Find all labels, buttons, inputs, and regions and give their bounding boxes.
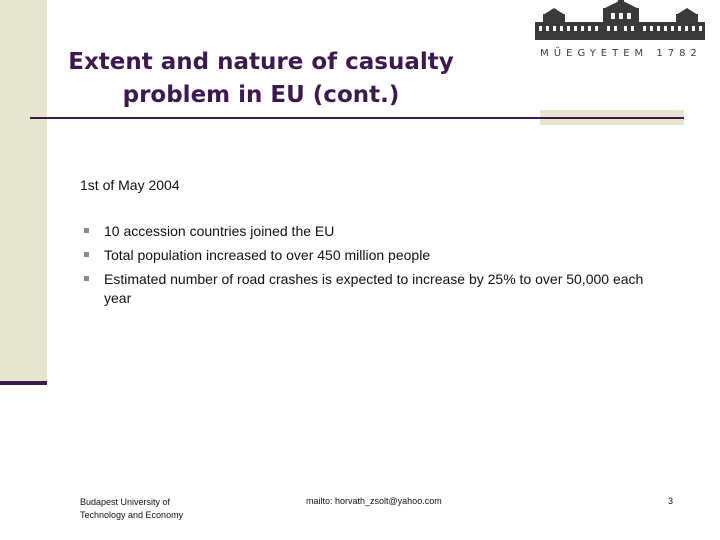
left-bar-accent-line: [0, 381, 47, 385]
bullet-text: 10 accession countries joined the EU: [104, 223, 335, 239]
slide-subtitle: 1st of May 2004: [80, 177, 180, 193]
title-underline-rule: [30, 117, 684, 119]
bullet-list: [84, 222, 644, 313]
slide-title-line-1: Extent and nature of casualty: [68, 49, 454, 75]
bullet-text: Total population increased to over 450 million people: [104, 247, 431, 263]
slide-title: [36, 46, 486, 112]
university-building-icon: [521, 0, 720, 64]
bullet-text: Estimated number of road crashes is expected to increase by 25% to over 50,000 each year: [104, 271, 644, 306]
bullet-square-icon: [84, 228, 89, 233]
page-number: 3: [668, 496, 674, 506]
slide-title-line-2: problem in EU (cont.): [122, 82, 400, 108]
footer-institution-line-1: Budapest University of: [80, 497, 171, 507]
list-item: [84, 222, 644, 241]
list-item: [84, 270, 644, 308]
footer-institution: [80, 496, 240, 522]
footer-email-link[interactable]: mailto: horvath_zsolt@yahoo.com: [306, 496, 442, 506]
bullet-square-icon: [84, 252, 89, 257]
university-logo: [521, 0, 720, 64]
footer-institution-line-2: Technology and Economy: [80, 510, 184, 520]
logo-text: MŰEGYETEM 1782: [540, 48, 702, 59]
bullet-square-icon: [84, 276, 89, 281]
list-item: [84, 246, 644, 265]
